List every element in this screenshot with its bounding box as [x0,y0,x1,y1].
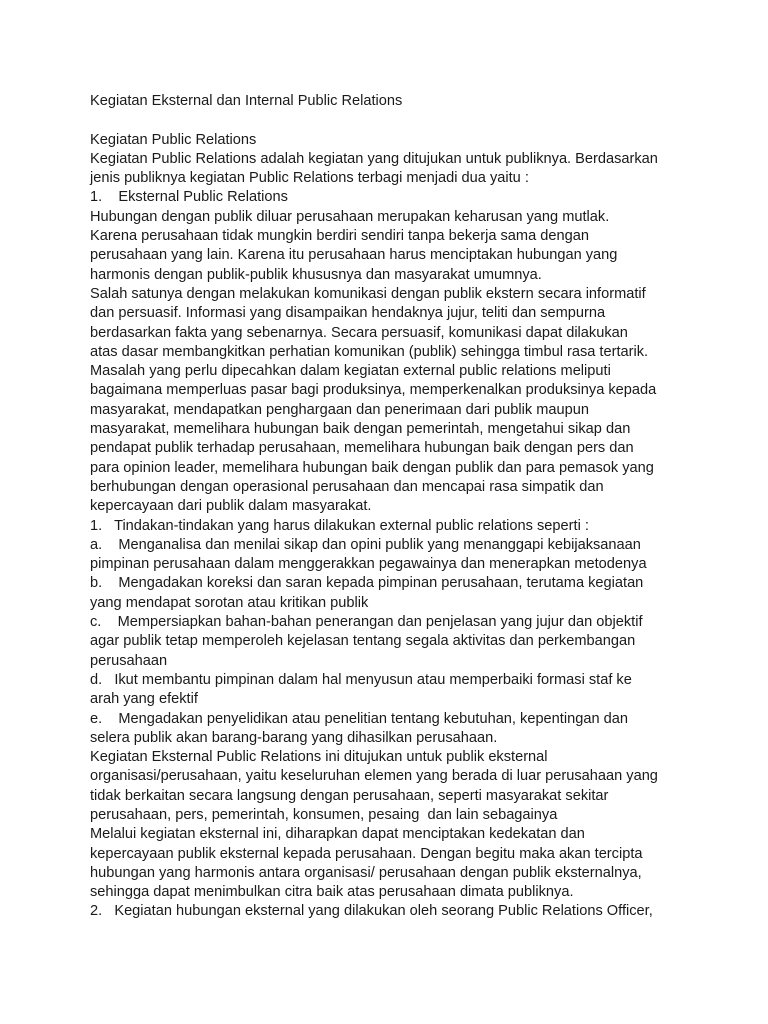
text-line: selera publik akan barang-barang yang dihasilkan perusahaan. [90,729,498,746]
text-line: 1. Eksternal Public Relations [90,189,288,206]
text-line: Karena perusahaan tidak mungkin berdiri sendiri tanpa bekerja sama dengan [90,228,589,245]
text-line: arah yang efektif [90,691,198,708]
text-line: 2. Kegiatan hubungan eksternal yang dilakukan oleh seorang Public Relations Officer, [90,903,653,920]
text-line: hubungan yang harmonis antara organisasi/ perusahaan dengan publik eksternalnya, [90,864,642,881]
text-line: Salah satunya dengan melakukan komunikasi dengan publik ekstern secara informatif [90,285,646,302]
text-line: Masalah yang perlu dipecahkan dalam kegiatan external public relations meliputi [90,363,611,380]
text-line: sehingga dapat menimbulkan citra baik atas perusahaan dimata publiknya. [90,884,574,901]
text-line: tidak berkaitan secara langsung dengan perusahaan, seperti masyarakat sekitar [90,787,609,804]
text-lines [90,131,740,922]
text-line: b. Mengadakan koreksi dan saran kepada pimpinan perusahaan, terutama kegiatan [90,575,644,592]
text-line: perusahaan, pers, pemerintah, konsumen, pesaing dan lain sebagainya [90,806,558,823]
text-line: e. Mengadakan penyelidikan atau penelitian tentang kebutuhan, kepentingan dan [90,710,628,727]
blank-line [90,111,740,130]
text-line: atas dasar membangkitkan perhatian komunikan (publik) sehingga timbul rasa tertarik. [90,343,649,360]
text-line: perusahaan [90,652,168,669]
text-line: harmonis dengan publik-publik khususnya dan masyarakat umumnya. [90,266,542,283]
text-line: dan persuasif. Informasi yang disampaikan hendaknya jujur, teliti dan sempurna [90,305,606,322]
text-line: kepercayaan dari publik dalam masyarakat. [90,498,372,515]
text-line: perusahaan yang lain. Karena itu perusahaan harus menciptakan hubungan yang [90,247,618,264]
text-line: d. Ikut membantu pimpinan dalam hal menyusun atau memperbaiki formasi staf ke [90,671,632,688]
text-line: berdasarkan fakta yang sebenarnya. Secara persuasif, komunikasi dapat dilakukan [90,324,628,341]
text-line: pendapat publik terhadap perusahaan, memelihara hubungan baik dengan pers dan [90,440,634,457]
text-line: a. Menganalisa dan menilai sikap dan opini publik yang menanggapi kebijaksanaan [90,536,641,553]
text-line: berhubungan dengan operasional perusahaan dan mencapai rasa simpatik dan [90,478,604,495]
text-line: Melalui kegiatan eksternal ini, diharapkan dapat menciptakan kedekatan dan [90,826,585,843]
text-line: Kegiatan Eksternal Public Relations ini ditujukan untuk publik eksternal [90,749,548,766]
text-line: yang mendapat sorotan atau kritikan publik [90,594,369,611]
text-line: bagaimana memperluas pasar bagi produksinya, memperkenalkan produksinya kepada [90,382,657,399]
text-line: Kegiatan Public Relations [90,131,257,148]
text-line: masyarakat, memelihara hubungan baik dengan pemerintah, mengetahui sikap dan [90,421,631,438]
document-title: Kegiatan Eksternal dan Internal Public Relations [90,93,403,109]
text-line: 1. Tindakan-tindakan yang harus dilakukan external public relations seperti : [90,517,589,534]
text-line: kepercayaan publik eksternal kepada perusahaan. Dengan begitu maka akan tercipta [90,845,643,862]
text-line: para opinion leader, memelihara hubungan baik dengan publik dan para pemasok yang [90,459,654,476]
text-line: pimpinan perusahaan dalam menggerakkan pegawainya dan menerapkan metodenya [90,556,647,573]
text-line: Kegiatan Public Relations adalah kegiatan yang ditujukan untuk publiknya. Berdasarkan [90,150,658,167]
text-line: c. Mempersiapkan bahan-bahan penerangan dan penjelasan yang jujur dan objektif [90,614,643,631]
text-line: jenis publiknya kegiatan Public Relations terbagi menjadi dua yaitu : [90,170,529,187]
text-line: masyarakat, mendapatkan penghargaan dan penerimaan dari publik maupun [90,401,589,418]
text-line: organisasi/perusahaan, yaitu keseluruhan elemen yang berada di luar perusahaan yang [90,768,658,785]
document-body [90,92,740,922]
text-line: agar publik tetap memperoleh kejelasan tentang segala aktivitas dan perkembangan [90,633,636,650]
text-line: Hubungan dengan publik diluar perusahaan merupakan keharusan yang mutlak. [90,208,610,225]
